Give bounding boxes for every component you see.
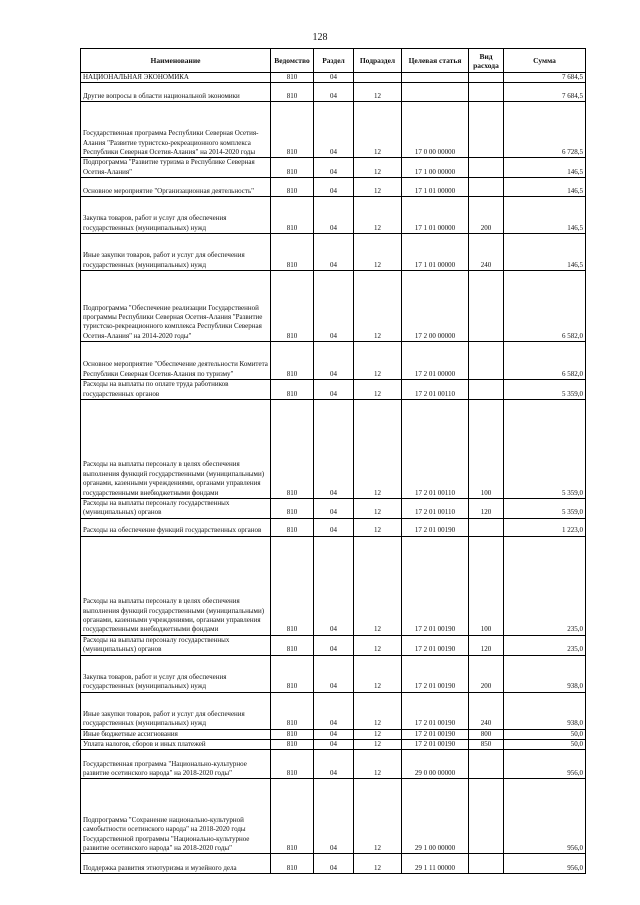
table-row xyxy=(81,729,586,739)
row-name: Расходы на выплаты персоналу в целях обеспечения выполнения функций государственными (муниципальными) органами, казенными учреждениями, органами управления государственными внебюджетными фондами xyxy=(81,400,271,499)
row-section: 04 xyxy=(314,178,354,197)
row-target: 17 2 01 00190 xyxy=(402,655,469,692)
table-body xyxy=(81,73,586,874)
row-subsection: 12 xyxy=(354,234,402,271)
header-section: Раздел xyxy=(314,49,354,73)
row-dept: 810 xyxy=(271,740,314,750)
row-name: Государственная программа Республики Северная Осетия-Алания "Развитие туристско-рекреационного комплекса Республики Северная Осетия-Алания" на 2014-2020 годы xyxy=(81,102,271,158)
row-dept: 810 xyxy=(271,518,314,536)
row-dept: 810 xyxy=(271,73,314,83)
table-row xyxy=(81,73,586,83)
row-name: Иные закупки товаров, работ и услуг для обеспечения государственных (муниципальных) нужд xyxy=(81,692,271,729)
row-target: 17 2 01 00190 xyxy=(402,692,469,729)
header-target: Целевая статья xyxy=(402,49,469,73)
table-row xyxy=(81,655,586,692)
row-target xyxy=(402,73,469,83)
page-number: 128 xyxy=(312,32,328,43)
table-row xyxy=(81,197,586,234)
row-sum: 5 359,0 xyxy=(504,400,586,499)
row-name: Иные закупки товаров, работ и услуг для обеспечения государственных (муниципальных) нужд xyxy=(81,234,271,271)
row-exp-type: 200 xyxy=(469,197,504,234)
header-dept: Ведомство xyxy=(271,49,314,73)
row-exp-type xyxy=(469,178,504,197)
row-name: Расходы на выплаты персоналу государственных (муниципальных) органов xyxy=(81,635,271,655)
row-section: 04 xyxy=(314,750,354,779)
row-exp-type: 100 xyxy=(469,536,504,635)
row-target: 17 2 01 00190 xyxy=(402,635,469,655)
row-sum: 5 359,0 xyxy=(504,380,586,400)
table-row xyxy=(81,779,586,854)
row-exp-type: 800 xyxy=(469,729,504,739)
row-sum: 235,0 xyxy=(504,536,586,635)
row-target: 17 1 00 00000 xyxy=(402,158,469,178)
row-exp-type xyxy=(469,342,504,380)
row-section: 04 xyxy=(314,197,354,234)
row-sum: 1 223,0 xyxy=(504,518,586,536)
row-subsection: 12 xyxy=(354,380,402,400)
row-sum: 6 582,0 xyxy=(504,271,586,342)
row-name: Основное мероприятие "Обеспечение деятельности Комитета Республики Северная Осетия-Алания по туризму" xyxy=(81,342,271,380)
row-section: 04 xyxy=(314,499,354,519)
row-sum: 5 359,0 xyxy=(504,499,586,519)
row-section: 04 xyxy=(314,692,354,729)
row-exp-type xyxy=(469,102,504,158)
row-subsection: 12 xyxy=(354,655,402,692)
header-exp-type: Вид расхода xyxy=(469,49,504,73)
row-target: 17 0 00 00000 xyxy=(402,102,469,158)
row-sum: 146,5 xyxy=(504,178,586,197)
row-sum: 146,5 xyxy=(504,197,586,234)
row-subsection: 12 xyxy=(354,729,402,739)
row-sum: 956,0 xyxy=(504,779,586,854)
row-subsection: 12 xyxy=(354,400,402,499)
table-row xyxy=(81,342,586,380)
row-sum: 938,0 xyxy=(504,655,586,692)
row-exp-type xyxy=(469,271,504,342)
row-subsection: 12 xyxy=(354,102,402,158)
row-name: Подпрограмма "Развитие туризма в Республике Северная Осетия-Алания" xyxy=(81,158,271,178)
row-dept: 810 xyxy=(271,400,314,499)
row-dept: 810 xyxy=(271,729,314,739)
row-dept: 810 xyxy=(271,271,314,342)
row-target: 17 2 01 00110 xyxy=(402,380,469,400)
row-name: Закупка товаров, работ и услуг для обеспечения государственных (муниципальных) нужд xyxy=(81,197,271,234)
table-row xyxy=(81,518,586,536)
row-name: Другие вопросы в области национальной экономики xyxy=(81,83,271,102)
row-dept: 810 xyxy=(271,380,314,400)
row-name: Поддержка развития этнотуризма и музейного дела xyxy=(81,854,271,874)
row-name: Расходы на выплаты персоналу в целях обеспечения выполнения функций государственными (муниципальными) органами, казенными учреждениями, органами управления государственными внебюджетными фондами xyxy=(81,536,271,635)
row-subsection xyxy=(354,73,402,83)
row-exp-type: 240 xyxy=(469,692,504,729)
row-target xyxy=(402,83,469,102)
row-dept: 810 xyxy=(271,83,314,102)
row-dept: 810 xyxy=(271,234,314,271)
row-section: 04 xyxy=(314,854,354,874)
row-target: 17 1 01 00000 xyxy=(402,178,469,197)
row-dept: 810 xyxy=(271,536,314,635)
row-subsection: 12 xyxy=(354,158,402,178)
table-row xyxy=(81,102,586,158)
row-sum: 938,0 xyxy=(504,692,586,729)
row-section: 04 xyxy=(314,518,354,536)
row-subsection: 12 xyxy=(354,342,402,380)
table-row xyxy=(81,380,586,400)
row-section: 04 xyxy=(314,271,354,342)
table-row xyxy=(81,750,586,779)
row-section: 04 xyxy=(314,73,354,83)
row-sum: 146,5 xyxy=(504,234,586,271)
row-section: 04 xyxy=(314,635,354,655)
row-exp-type xyxy=(469,83,504,102)
row-target: 17 2 01 00110 xyxy=(402,499,469,519)
row-target: 17 2 01 00190 xyxy=(402,536,469,635)
row-sum: 235,0 xyxy=(504,635,586,655)
row-exp-type: 200 xyxy=(469,655,504,692)
row-target: 17 2 01 00190 xyxy=(402,729,469,739)
table-row xyxy=(81,499,586,519)
row-exp-type: 850 xyxy=(469,740,504,750)
row-subsection: 12 xyxy=(354,740,402,750)
row-subsection: 12 xyxy=(354,499,402,519)
row-dept: 810 xyxy=(271,750,314,779)
row-section: 04 xyxy=(314,83,354,102)
row-sum: 6 582,0 xyxy=(504,342,586,380)
row-sum: 50,0 xyxy=(504,740,586,750)
row-dept: 810 xyxy=(271,854,314,874)
row-section: 04 xyxy=(314,380,354,400)
header-name: Наименование xyxy=(81,49,271,73)
row-section: 04 xyxy=(314,655,354,692)
row-name: Расходы на выплаты персоналу государственных (муниципальных) органов xyxy=(81,499,271,519)
row-subsection: 12 xyxy=(354,197,402,234)
row-exp-type: 100 xyxy=(469,400,504,499)
row-target: 17 2 01 00190 xyxy=(402,740,469,750)
row-target: 17 2 00 00000 xyxy=(402,271,469,342)
header-sum: Сумма xyxy=(504,49,586,73)
row-dept: 810 xyxy=(271,102,314,158)
row-subsection: 12 xyxy=(354,635,402,655)
row-exp-type xyxy=(469,750,504,779)
row-dept: 810 xyxy=(271,692,314,729)
row-section: 04 xyxy=(314,779,354,854)
budget-table xyxy=(80,48,586,874)
row-sum: 956,0 xyxy=(504,750,586,779)
row-exp-type xyxy=(469,518,504,536)
row-name: Уплата налогов, сборов и иных платежей xyxy=(81,740,271,750)
row-exp-type xyxy=(469,854,504,874)
row-target: 17 2 01 00190 xyxy=(402,518,469,536)
row-section: 04 xyxy=(314,102,354,158)
row-target: 29 0 00 00000 xyxy=(402,750,469,779)
row-name: Государственная программа "Национально-культурное развитие осетинского народа" на 2018-2020 годы" xyxy=(81,750,271,779)
row-name: Расходы на выплаты по оплате труда работников государственных органов xyxy=(81,380,271,400)
row-exp-type: 240 xyxy=(469,234,504,271)
row-subsection: 12 xyxy=(354,83,402,102)
table-row xyxy=(81,234,586,271)
row-dept: 810 xyxy=(271,158,314,178)
row-subsection: 12 xyxy=(354,750,402,779)
header-subsection: Подраздел xyxy=(354,49,402,73)
row-name: Расходы на обеспечение функций государственных органов xyxy=(81,518,271,536)
row-name: Подпрограмма "Обеспечение реализации Государственной программы Республики Северная Осетия-Алания "Развитие туристско-рекреационного комплекса Республики Северная Осетия-Алания" на 2014-2020 годы" xyxy=(81,271,271,342)
row-subsection: 12 xyxy=(354,178,402,197)
row-sum: 50,0 xyxy=(504,729,586,739)
table-row xyxy=(81,635,586,655)
row-subsection: 12 xyxy=(354,536,402,635)
row-subsection: 12 xyxy=(354,854,402,874)
row-dept: 810 xyxy=(271,197,314,234)
row-section: 04 xyxy=(314,234,354,271)
row-section: 04 xyxy=(314,536,354,635)
row-sum: 146,5 xyxy=(504,158,586,178)
table-row xyxy=(81,400,586,499)
row-name: Основное мероприятие "Организационная деятельность" xyxy=(81,178,271,197)
row-section: 04 xyxy=(314,342,354,380)
table-row xyxy=(81,83,586,102)
table-header-row xyxy=(81,49,586,73)
row-name: Подпрограмма "Сохранение национально-культурной самобытности осетинского народа" на 2018-2020 годы Государственной программы "Национально-культурное развитие осетинского народа" на 2018-2020 годы" xyxy=(81,779,271,854)
row-subsection: 12 xyxy=(354,271,402,342)
row-dept: 810 xyxy=(271,342,314,380)
row-exp-type xyxy=(469,779,504,854)
row-target: 17 1 01 00000 xyxy=(402,234,469,271)
row-subsection: 12 xyxy=(354,518,402,536)
row-target: 17 1 01 00000 xyxy=(402,197,469,234)
row-dept: 810 xyxy=(271,655,314,692)
row-exp-type: 120 xyxy=(469,499,504,519)
row-dept: 810 xyxy=(271,635,314,655)
row-section: 04 xyxy=(314,158,354,178)
row-sum: 7 684,5 xyxy=(504,73,586,83)
table-row xyxy=(81,692,586,729)
row-name: Иные бюджетные ассигнования xyxy=(81,729,271,739)
row-exp-type xyxy=(469,380,504,400)
table-row xyxy=(81,158,586,178)
row-section: 04 xyxy=(314,740,354,750)
table-row xyxy=(81,536,586,635)
row-dept: 810 xyxy=(271,178,314,197)
row-subsection: 12 xyxy=(354,779,402,854)
row-dept: 810 xyxy=(271,779,314,854)
row-sum: 7 684,5 xyxy=(504,83,586,102)
row-subsection: 12 xyxy=(354,692,402,729)
row-name: НАЦИОНАЛЬНАЯ ЭКОНОМИКА xyxy=(81,73,271,83)
table-row xyxy=(81,854,586,874)
row-name: Закупка товаров, работ и услуг для обеспечения государственных (муниципальных) нужд xyxy=(81,655,271,692)
row-target: 17 2 01 00110 xyxy=(402,400,469,499)
table-row xyxy=(81,740,586,750)
row-exp-type: 120 xyxy=(469,635,504,655)
row-exp-type xyxy=(469,73,504,83)
row-dept: 810 xyxy=(271,499,314,519)
row-target: 17 2 01 00000 xyxy=(402,342,469,380)
row-sum: 6 728,5 xyxy=(504,102,586,158)
table-row xyxy=(81,178,586,197)
table-row xyxy=(81,271,586,342)
row-target: 29 1 11 00000 xyxy=(402,854,469,874)
row-section: 04 xyxy=(314,729,354,739)
row-sum: 956,0 xyxy=(504,854,586,874)
row-exp-type xyxy=(469,158,504,178)
row-section: 04 xyxy=(314,400,354,499)
row-target: 29 1 00 00000 xyxy=(402,779,469,854)
